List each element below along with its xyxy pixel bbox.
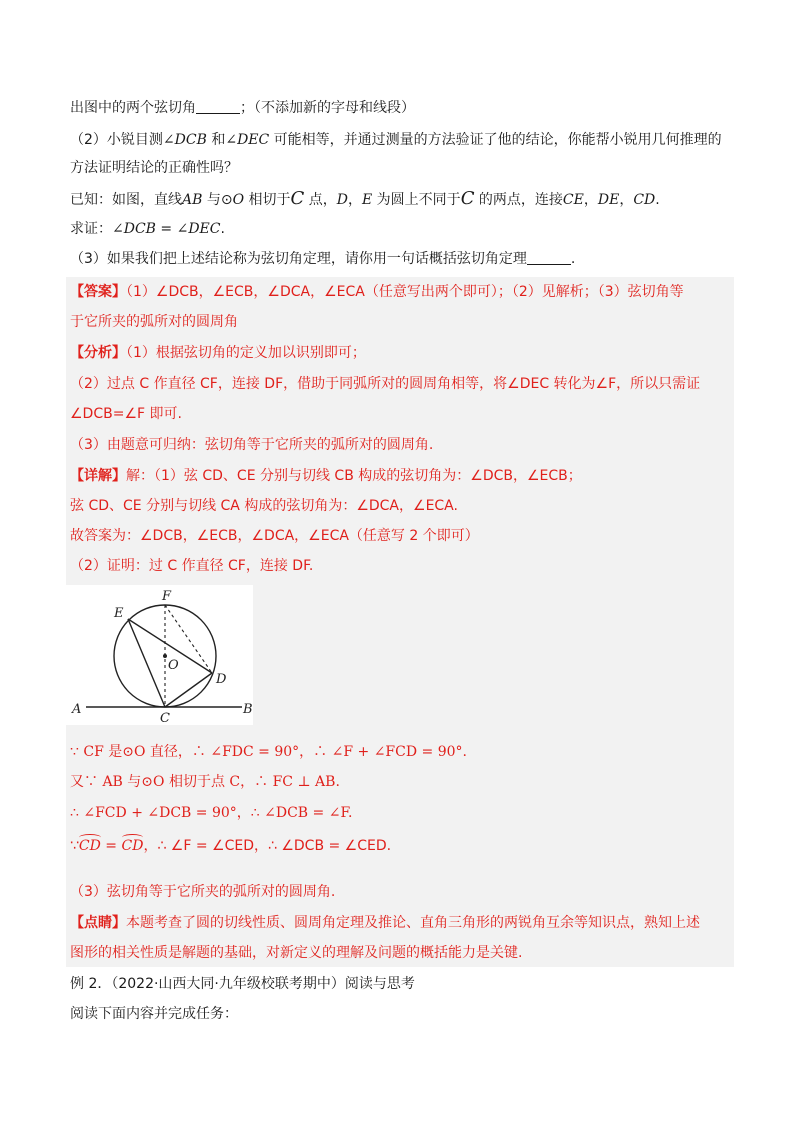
given-text: ， — [348, 192, 362, 208]
given-text: 与⊙ — [202, 192, 233, 208]
given-line — [70, 189, 730, 210]
prove-text: . — [220, 221, 225, 237]
math-ab: AB — [182, 192, 203, 208]
q2-text: 和 — [206, 132, 226, 148]
answer-tag: 【答案】 — [70, 284, 126, 300]
angle-dec: ∠DEC — [225, 132, 270, 148]
proof-line-2: 又∵ AB 与⊙O 相切于点 C，∴ FC ⊥ AB. — [70, 774, 340, 790]
comment-text: 本题考查了圆的切线性质、圆周角定理及推论、直角三角形的两锐角互余等知识点，熟知上述 — [126, 915, 700, 931]
label-o: O — [168, 658, 179, 673]
given-text: 的两点，连接 — [474, 192, 563, 208]
math-c: C — [290, 188, 305, 209]
given-text: 点， — [304, 192, 337, 208]
angle-dcb: ∠DCB — [162, 132, 207, 148]
proof-line-5: （3）弦切角等于它所夹的弧所对的圆周角. — [70, 884, 336, 900]
analysis-line-1 — [70, 343, 730, 363]
prove-line — [70, 219, 730, 239]
comment-line-2: 图形的相关性质是解题的基础，对新定义的理解及问题的概括能力是关键. — [70, 945, 523, 961]
given-text: . — [655, 192, 660, 208]
arc-cd: CD — [78, 838, 101, 854]
arc-cd: CD — [121, 838, 144, 854]
equals-sign: = — [100, 838, 122, 854]
label-a: A — [72, 702, 82, 717]
proof-line-3: ∴ ∠FCD + ∠DCB = 90°，∴ ∠DCB = ∠F. — [70, 805, 353, 821]
detail-line-2: 弦 CD、CE 分别与切线 CA 构成的弦切角为：∠DCA，∠ECA. — [70, 498, 458, 514]
math-o: O — [232, 192, 245, 208]
given-text: 已知：如图，直线 — [70, 192, 182, 208]
center-dot — [163, 654, 167, 658]
detail-text: 解：（1）弦 CD、CE 分别与切线 CB 构成的弦切角为：∠DCB，∠ECB； — [126, 468, 582, 484]
answer-line-2: 于它所夹的弧所对的圆周角 — [70, 314, 238, 330]
proof-line-4 — [70, 836, 730, 856]
math-c: C — [460, 188, 475, 209]
answer-text: （1）∠DCB，∠ECB，∠DCA，∠ECA（任意写出两个即可）；（2）见解析；（3）弦切角等 — [126, 284, 684, 300]
comment-tag: 【点睛】 — [70, 915, 126, 931]
because-symbol: ∵ — [70, 838, 79, 854]
q2-line-1 — [70, 130, 730, 150]
answer-line-1 — [70, 282, 730, 302]
detail-tag: 【详解】 — [70, 468, 126, 484]
circle-tangent-figure — [66, 585, 253, 725]
proof-text: ，∴ ∠F = ∠CED，∴ ∠DCB = ∠CED. — [143, 838, 392, 854]
math-d: D — [336, 192, 348, 208]
answer-blank — [196, 99, 240, 114]
label-b: B — [243, 702, 253, 717]
prove-label: 求证： — [70, 221, 112, 237]
comment-line-1 — [70, 913, 730, 933]
given-text: 相切于 — [244, 192, 291, 208]
q3-text: . — [570, 251, 576, 267]
math-cd: CD — [633, 192, 656, 208]
q1-note: ；（不添加新的字母和线段） — [240, 100, 415, 116]
q1-tail-line — [70, 98, 730, 118]
math-ce: CE — [562, 192, 584, 208]
detail-line-1 — [70, 466, 730, 486]
q3-line — [70, 249, 730, 269]
label-d: D — [216, 672, 227, 687]
analysis-line-2: （2）过点 C 作直径 CF，连接 DF，借助于同弧所对的圆周角相等，将∠DEC 转化为∠F，所以只需证 — [70, 376, 701, 392]
q2-text: 可能相等，并通过测量的方法验证了他的结论，你能帮小锐用几何推理的 — [269, 132, 722, 148]
q3-text: （3）如果我们把上述结论称为弦切角定理，请你用一句话概括弦切角定理 — [70, 251, 527, 267]
label-e: E — [114, 606, 124, 621]
example2-title: 例 2．（2022·山西大同·九年级校联考期中）阅读与思考 — [70, 976, 415, 992]
given-text: 为圆上不同于 — [372, 192, 461, 208]
given-text: ， — [583, 192, 598, 208]
prove-statement: ∠DCB = ∠DEC — [112, 221, 221, 237]
detail-line-4: （2）证明：过 C 作直径 CF，连接 DF. — [70, 558, 314, 574]
example2-intro: 阅读下面内容并完成任务： — [70, 1006, 238, 1022]
q2-line-2: 方法证明结论的正确性吗？ — [70, 160, 238, 176]
analysis-line-4: （3）由题意可归纳：弦切角等于它所夹的弧所对的圆周角. — [70, 437, 434, 453]
math-e: E — [362, 192, 373, 208]
q2-text: （2）小锐目测 — [70, 132, 163, 148]
q1-text: 出图中的两个弦切角 — [70, 100, 196, 116]
given-text: ， — [619, 192, 634, 208]
label-c: C — [160, 711, 170, 725]
analysis-line-3: ∠DCB=∠F 即可. — [70, 406, 182, 422]
segment-ec — [128, 619, 165, 707]
figure-svg — [66, 585, 253, 725]
label-f: F — [162, 589, 172, 604]
answer-blank — [527, 250, 571, 265]
detail-line-3: 故答案为：∠DCB，∠ECB，∠DCA，∠ECA（任意写 2 个即可） — [70, 528, 479, 544]
proof-line-1: ∵ CF 是⊙O 直径，∴ ∠FDC = 90°，∴ ∠F + ∠FCD = 90°. — [70, 744, 467, 760]
analysis-text: （1）根据弦切角的定义加以识别即可； — [126, 345, 366, 361]
math-de: DE — [597, 192, 620, 208]
analysis-tag: 【分析】 — [70, 345, 126, 361]
